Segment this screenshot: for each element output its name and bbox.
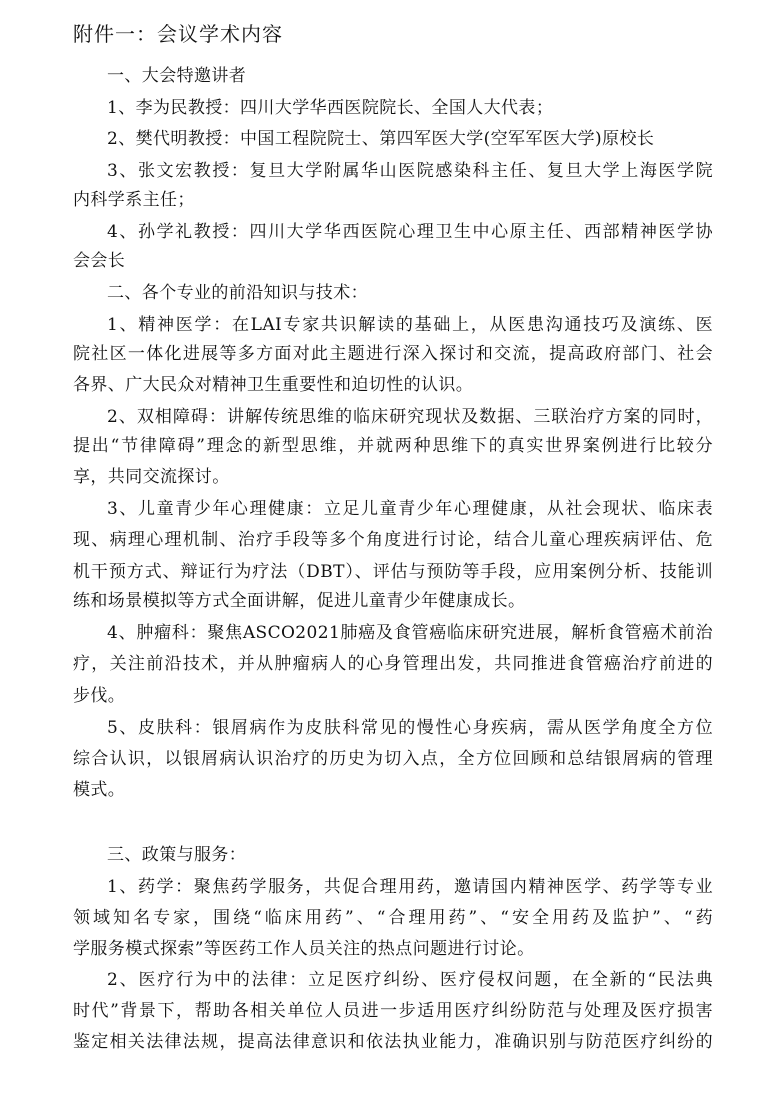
section-heading-2: 二、各个专业的前沿知识与技术： <box>107 283 368 303</box>
oncology-line-1: 4、肿瘤科：聚焦ASCO2021肺癌及食管癌临床研究进展，解析食管癌术前治 <box>107 623 713 643</box>
youth-mental-health-line-1: 3、儿童青少年心理健康：立足儿童青少年心理健康，从社会现状、临床表 <box>107 499 713 519</box>
speaker-1: 1、李为民教授：四川大学华西医院院长、全国人大代表； <box>107 98 554 118</box>
youth-mental-health-line-2: 现、病理心理机制、治疗手段等多个角度进行讨论，结合儿童心理疾病评估、危 <box>73 530 713 550</box>
medical-law-line-2: 时代”背景下，帮助各相关单位人员进一步适用医疗纠纷防范与处理及医疗损害 <box>73 1001 713 1021</box>
psychiatry-line-2: 院社区一体化进展等多方面对此主题进行深入探讨和交流，提高政府部门、社会 <box>73 344 713 364</box>
pharmacy-line-1: 1、药学：聚焦药学服务，共促合理用药，邀请国内精神医学、药学等专业 <box>107 877 713 897</box>
speaker-2: 2、樊代明教授：中国工程院院士、第四军医大学(空军军医大学)原校长 <box>107 129 655 149</box>
oncology-line-3: 步伐。 <box>73 686 126 706</box>
bipolar-line-1: 2、双相障碍：讲解传统思维的临床研究现状及数据、三联治疗方案的同时， <box>107 407 713 427</box>
dermatology-line-2: 综合认识，以银屑病认识治疗的历史为切入点，全方位回顾和总结银屑病的管理 <box>73 749 713 769</box>
bipolar-line-3: 享，共同交流探讨。 <box>73 467 230 487</box>
speaker-3-line-2: 内科学系主任； <box>73 190 195 210</box>
psychiatry-line-1: 1、精神医学：在LAI专家共识解读的基础上，从医患沟通技巧及演练、医 <box>107 315 713 335</box>
page-title: 附件一：会议学术内容 <box>73 22 283 46</box>
medical-law-line-1: 2、医疗行为中的法律：立足医疗纠纷、医疗侵权问题，在全新的“民法典 <box>107 970 713 990</box>
speaker-3-line-1: 3、张文宏教授：复旦大学附属华山医院感染科主任、复旦大学上海医学院 <box>107 161 713 181</box>
section-heading-3: 三、政策与服务： <box>107 845 247 865</box>
oncology-line-2: 疗，关注前沿技术，并从肿瘤病人的心身管理出发，共同推进食管癌治疗前进的 <box>73 654 713 674</box>
psychiatry-line-3: 各界、广大民众对精神卫生重要性和迫切性的认识。 <box>73 375 474 395</box>
section-heading-1: 一、大会特邀讲者 <box>107 66 247 86</box>
dermatology-line-1: 5、皮肤科：银屑病作为皮肤科常见的慢性心身疾病，需从医学角度全方位 <box>107 718 713 738</box>
pharmacy-line-2: 领域知名专家，围绕“临床用药”、“合理用药”、“安全用药及监护”、“药 <box>73 908 713 928</box>
youth-mental-health-line-3: 机干预方式、辩证行为疗法（DBT）、评估与预防等手段，应用案例分析、技能训 <box>73 562 713 582</box>
dermatology-line-3: 模式。 <box>73 780 126 800</box>
pharmacy-line-3: 学服务模式探索”等医药工作人员关注的热点问题进行讨论。 <box>73 939 535 959</box>
bipolar-line-2: 提出“节律障碍”理念的新型思维，并就两种思维下的真实世界案例进行比较分 <box>73 436 713 456</box>
youth-mental-health-line-4: 练和场景模拟等方式全面讲解，促进儿童青少年健康成长。 <box>73 591 526 611</box>
medical-law-line-3: 鉴定相关法律法规，提高法律意识和依法执业能力，准确识别与防范医疗纠纷的 <box>73 1032 713 1052</box>
speaker-4-line-1: 4、孙学礼教授：四川大学华西医院心理卫生中心原主任、西部精神医学协 <box>107 222 713 242</box>
speaker-4-line-2: 会会长 <box>73 251 126 271</box>
